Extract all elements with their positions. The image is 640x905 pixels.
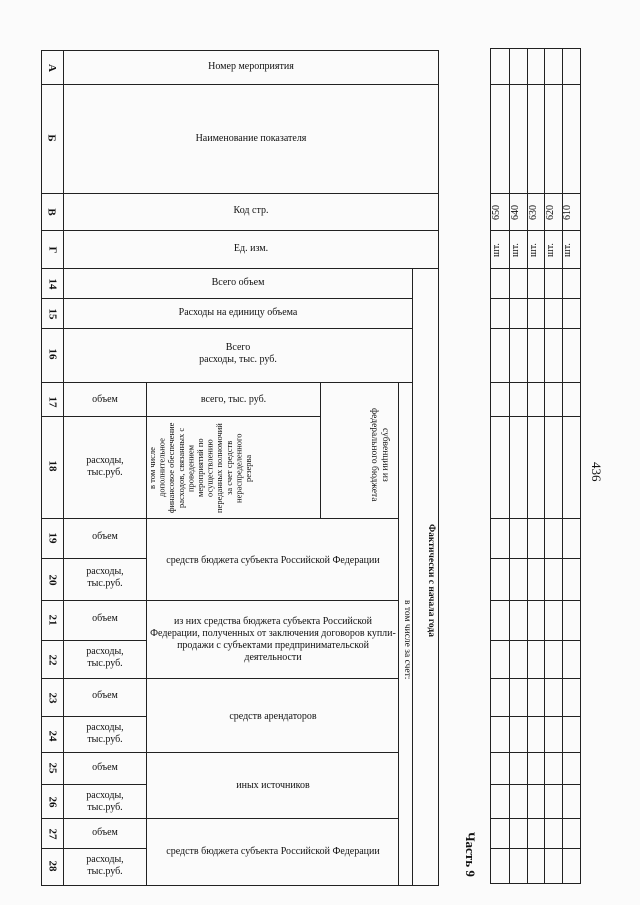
page-number: 436 (589, 462, 604, 482)
label-rashody-24: расходы, тыс.руб. (86, 722, 124, 745)
label-vsego-obem: Всего объем (211, 277, 265, 288)
side-table (490, 48, 582, 884)
label-rashody-28: расходы, тыс.руб. (86, 854, 124, 877)
label-nomer: Номер мероприятия (208, 61, 294, 72)
label-sredstva-subekta: средств бюджета субъекта Российской Федерации (166, 555, 380, 566)
side-code-630: 630 (528, 205, 539, 221)
row-code-20: 20 (46, 574, 58, 586)
row-code-g: Г (46, 246, 58, 254)
row-code-27: 27 (46, 828, 58, 840)
row-code-23: 23 (46, 692, 58, 704)
label-rashody-18: расходы, тыс.руб. (86, 455, 124, 478)
row-code-28: 28 (46, 860, 58, 872)
row-code-14: 14 (46, 278, 58, 290)
label-v-tom-chisle: в том числе за счет: (402, 600, 412, 680)
label-arendatorov: средств арендаторов (229, 711, 317, 722)
label-vsego-tys: всего, тыс. руб. (200, 394, 267, 405)
label-rashody-20: расходы, тыс.руб. (86, 566, 124, 589)
label-obem-17: объем (92, 394, 118, 405)
label-fakticheski: Фактически с начала года (426, 523, 436, 637)
row-code-v: В (46, 208, 58, 216)
label-ed-izm: Ед. изм. (233, 243, 269, 254)
label-dop-fin: в том числе дополнительное финансовое обеспечение расходов, связанных с проведением мероприятий по осуществлению переданных полномочий за счет средств нераспределенного резерва (147, 422, 253, 514)
side-code-620: 620 (545, 205, 556, 221)
label-obem-23: объем (92, 690, 118, 701)
row-code-24: 24 (46, 730, 58, 742)
row-code-17: 17 (46, 396, 58, 408)
row-code-21: 21 (46, 614, 58, 626)
label-obem-27: объем (92, 827, 118, 838)
label-obem-25: объем (92, 762, 118, 773)
row-code-22: 22 (46, 654, 58, 666)
side-unit-630: шт. (528, 243, 539, 257)
side-unit-640: шт. (510, 243, 521, 257)
label-rashody-edinicu: Расходы на единицу объема (178, 307, 298, 318)
part-label: Часть 9 (463, 831, 478, 877)
side-code-650: 650 (491, 205, 502, 221)
row-code-26: 26 (46, 796, 58, 808)
row-code-15: 15 (46, 308, 58, 320)
row-code-16: 16 (46, 348, 58, 360)
row-code-19: 19 (46, 532, 58, 544)
label-rashody-22: расходы, тыс.руб. (86, 646, 124, 669)
label-obem-21: объем (92, 613, 118, 624)
row-code-25: 25 (46, 762, 58, 774)
label-iz-nih: из них средства бюджета субъекта Российской Федерации, полученных от заключения договоров купли-продажи с субъектами предпринимательской деятельности (150, 616, 396, 663)
row-code-a: А (45, 64, 58, 72)
label-subvencii: субвенции из федерального бюджета (369, 408, 390, 502)
side-unit-610: шт. (562, 243, 573, 257)
side-unit-650: шт. (491, 243, 502, 257)
label-rashody-26: расходы, тыс.руб. (86, 790, 124, 813)
label-naimenovanie: Наименование показателя (195, 133, 307, 144)
label-obem-19: объем (92, 531, 118, 542)
side-unit-620: шт. (545, 243, 556, 257)
row-code-18: 18 (46, 460, 58, 472)
label-vsego-rashody: Всего расходы, тыс. руб. (199, 342, 277, 365)
label-inyh: иных источников (236, 780, 310, 791)
side-code-610: 610 (562, 205, 573, 221)
row-code-b: Б (46, 134, 58, 142)
label-kod: Код стр. (233, 205, 269, 216)
side-code-640: 640 (510, 205, 521, 221)
label-sredstva-subekta-2: средств бюджета субъекта Российской Федерации (166, 846, 380, 857)
